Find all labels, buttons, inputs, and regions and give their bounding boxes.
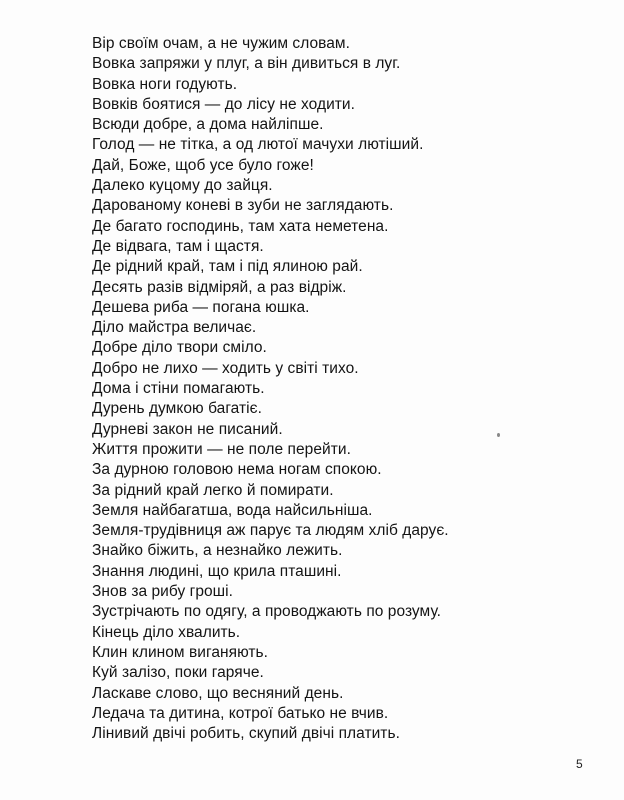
proverb-line: Вовка ноги годують. [92,75,238,93]
proverb-line: Знання людині, що крила пташині. [92,562,342,580]
proverb-line: Знов за рибу гроші. [92,583,234,601]
proverb-line: Вовка запряжи у плуг, а він дивиться в луг. [92,55,401,73]
proverb-line: Життя прожити — не поле перейти. [92,440,351,458]
proverb-line: Дурень думкою багатіє. [92,400,262,418]
proverb-line: Ласкаве слово, що весняний день. [92,684,344,702]
proverb-line: Де відвага, там і щастя. [92,237,264,255]
proverb-line: Дома і стіни помагають. [92,380,265,398]
proverb-line: Ледача та дитина, котрої батько не вчив. [92,704,389,722]
proverb-line: Дешева риба — погана юшка. [92,298,310,316]
proverb-line: Добро не лихо — ходить у світі тихо. [92,359,359,377]
proverb-line: Кінець діло хвалить. [92,623,241,641]
proverb-line: Далеко куцому до зайця. [92,177,273,195]
proverb-line: Всюди добре, а дома найліпше. [92,116,324,134]
proverb-line: Десять разів відміряй, а раз відріж. [92,278,347,296]
proverb-line: Де багато господинь, там хата неметена. [92,217,389,235]
proverb-line: Вовків боятися — до лісу не ходити. [92,95,355,113]
proverb-line: Дай, Боже, щоб усе було гоже! [92,156,314,174]
proverb-line: Земля-трудівниця аж парує та людям хліб дарує. [92,522,449,540]
proverb-line: Знайко біжить, а незнайко лежить. [92,542,343,560]
proverb-line: Зустрічають по одягу, а проводжають по розуму. [92,603,442,621]
proverb-line: Діло майстра величає. [92,319,257,337]
proverb-line: Добре діло твори сміло. [92,339,267,357]
proverb-line: За рідний край легко й помирати. [92,481,334,499]
proverb-line: Вір своїм очам, а не чужим словам. [92,35,350,52]
proverb-line: Земля найбагатша, вода найсильніша. [92,501,373,519]
proverb-line: Клин клином виганяють. [92,643,269,661]
proverb-line: Куй залізо, поки гаряче. [92,664,264,682]
page-number: 5 [576,757,583,771]
proverb-line: Дарованому коневі в зуби не заглядають. [92,197,394,215]
proverb-line: Дурневі закон не писаний. [92,420,283,438]
proverb-line: Де рідний край, там і під ялиною рай. [92,258,363,276]
proverb-line: Голод — не тітка, а од лютої мачухи лютіший. [92,136,424,154]
proverb-list [92,34,449,744]
proverb-line: За дурною головою нема ногам спокою. [92,461,382,479]
proverb-line: Лінивий двічі робить, скупий двічі платить. [92,725,400,743]
scan-speck [497,433,500,437]
